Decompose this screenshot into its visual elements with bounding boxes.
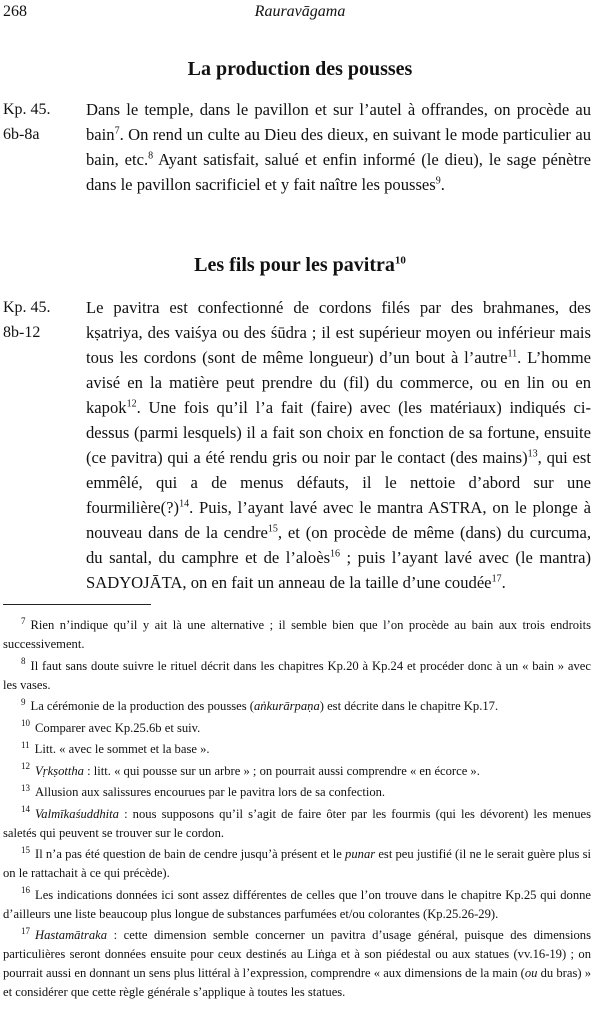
text-run: Comparer avec Kp.25.6b et suiv.: [35, 720, 201, 735]
footnote-ref: 8: [148, 150, 154, 162]
passage-text: [86, 295, 591, 595]
footnote-number: 16: [21, 885, 30, 896]
ref-chapter: Kp. 45.: [3, 299, 51, 316]
footnote-ref: 15: [267, 523, 278, 535]
footnote-ref: 17: [491, 573, 502, 585]
text-run: Rien n’indique qu’il y ait là une alternative ; il semble bien que l’on procède au bain aux trois endroits successivement.: [3, 618, 591, 651]
italic-term: ou: [524, 966, 538, 980]
italic-term: Valmīkaśuddhita: [35, 806, 119, 821]
footnote: [3, 740, 591, 759]
footnote: [3, 657, 591, 695]
footnote-ref: 7: [114, 125, 120, 137]
footnote-number: 15: [21, 844, 30, 855]
text-run: La cérémonie de la production des pousses (: [30, 699, 254, 713]
section-title-text: La production des pousses: [187, 58, 413, 80]
text-run: du bras) » et considérer que cette règle générale s’applique à toutes les statues.: [3, 966, 591, 999]
page-number: 268: [3, 3, 27, 20]
footnote: [3, 762, 591, 781]
section-title-pavitra: [0, 254, 600, 277]
section-title-text: Les fils pour les pavitra: [194, 254, 395, 276]
italic-term: Vṛkṣottha: [35, 763, 84, 778]
footnote-ref: 14: [179, 498, 190, 510]
footnote-ref: 9: [435, 175, 441, 187]
text-run: . L’homme avisé en la matière peut prendre du (fil) du commerce, ou en lin ou en kapok: [86, 348, 591, 417]
footnote-number: 17: [21, 925, 30, 936]
ref-chapter: Kp. 45.: [3, 101, 51, 118]
text-run: : litt. « qui pousse sur un arbre » ; on pourrait aussi comprendre « en écorce ».: [83, 763, 480, 778]
footnote-number: 12: [21, 761, 30, 772]
text-run: Il faut sans doute suivre le rituel décrit dans les chapitres Kp.20 à Kp.24 et procéder donc à un « bain » avec les vases.: [3, 658, 591, 692]
text-run: ) est décrite dans le chapitre Kp.17.: [319, 699, 499, 713]
footnote-ref: 16: [330, 548, 341, 560]
text-run: . On rend un culte au Dieu des dieux, en suivant le mode particulier au bain, etc.: [86, 125, 591, 169]
footnote-number: 9: [21, 696, 26, 707]
passage-text: [86, 97, 591, 197]
text-run: . Puis, l’ayant lavé avec le mantra ASTRA, on le plonge à nouveau dans de la cendre: [86, 498, 591, 542]
verse-reference: [3, 295, 51, 345]
text-run: , qui est emmêlé, qui a de menus défauts, il le nettoie d’abord sur une fourmilière(?): [86, 448, 591, 517]
footnote-number: 13: [21, 782, 30, 793]
footnotes: [3, 616, 591, 1005]
ref-verses: 6b-8a: [3, 126, 40, 143]
footnote: [3, 616, 591, 654]
footnote: [3, 805, 591, 843]
footnote-ref: 12: [126, 398, 137, 410]
text-run: Litt. « avec le sommet et la base ».: [34, 742, 210, 756]
footnote-divider: [3, 604, 151, 605]
text-run: Ayant satisfait, salué et enfin informé (le dieu), le sage pénètre dans le pavillon sacrificiel et y fait naître les pousses: [86, 150, 591, 194]
footnote: [3, 886, 591, 924]
text-run: : cette dimension semble concerner un pavitra d’usage général, puisque des dimensions particulières seront données ensuite pour ceux destinés au Liṅga et à son piédestal ou aux statues (vv.16-19) ; on pourrait aussi en donnant un sens plus littéral à l’expression, comprendre « aux dimensions de la main (: [3, 928, 591, 980]
footnote-number: 8: [21, 656, 26, 667]
italic-term: aṅkurārpaṇa: [253, 699, 320, 713]
italic-term: punar: [345, 847, 376, 861]
text-run: : nous supposons qu’il s’agit de faire ôter par les fourmis (qui les dévorent) les menues saletés qui peuvent se trouver sur le cordon.: [3, 806, 591, 840]
footnote: [3, 783, 591, 802]
footnote-number: 11: [21, 739, 30, 750]
footnote-ref: 11: [507, 348, 518, 360]
footnote: [3, 845, 591, 883]
text-run: .: [440, 175, 445, 194]
footnote-ref: 13: [527, 448, 538, 460]
text-run: Il n’a pas été question de bain de cendre jusqu’à présent et le: [35, 847, 346, 861]
text-run: ; puis l’ayant lavé avec (le mantra) SADYOJĀTA, on en fait un anneau de la taille d’une coudée: [86, 548, 591, 592]
footnote-ref: 10: [394, 254, 406, 267]
footnote-number: 7: [21, 615, 26, 626]
text-run: Allusion aux salissures encourues par le pavitra lors de sa confection.: [35, 785, 386, 799]
running-head: Rauravāgama: [254, 3, 346, 20]
footnote-number: 14: [21, 804, 30, 815]
text-run: Dans le temple, dans le pavillon et sur l’autel à offrandes, on procède au bain: [86, 100, 591, 144]
section-title-pousses: [0, 58, 600, 81]
footnote: [3, 719, 591, 738]
text-run: est peu justifié (il ne le serait guère plus si on le rattachait à ce qui précède).: [3, 847, 592, 880]
text-run: Les indications données ici sont assez différentes de celles que l’on trouve dans le chapitre Kp.25 qui donne d’ailleurs une liste beaucoup plus longue de substances parfumées et/ou colorantes (Kp.25.26-29).: [3, 887, 591, 921]
text-run: .: [501, 573, 506, 592]
verse-reference: [3, 97, 51, 147]
text-run: Le pavitra est confectionné de cordons filés par des brahmanes, des kṣatriya, des vaiśya ou des śūdra ; il est supérieur moyen ou inférieur mais tous les cordons (sont de même longueur) d’un bout à l’autre: [86, 298, 591, 367]
text-run: , et (on procède de même (dans) du curcuma, du santal, du camphre et de l’aloès: [86, 523, 591, 567]
ref-verses: 8b-12: [3, 324, 41, 341]
footnote: [3, 697, 591, 716]
italic-term: Hastamātraka: [35, 928, 108, 942]
footnote: [3, 926, 591, 1002]
footnote-number: 10: [21, 718, 30, 729]
text-run: . Une fois qu’il l’a fait (faire) avec (les matériaux) indiqués ci-dessus (parmi lesquels) il a fait son choix en fonction de sa fortune, ensuite (ce pavitra) qui a été rendu gris ou noir par le contact (des mains): [86, 398, 591, 467]
